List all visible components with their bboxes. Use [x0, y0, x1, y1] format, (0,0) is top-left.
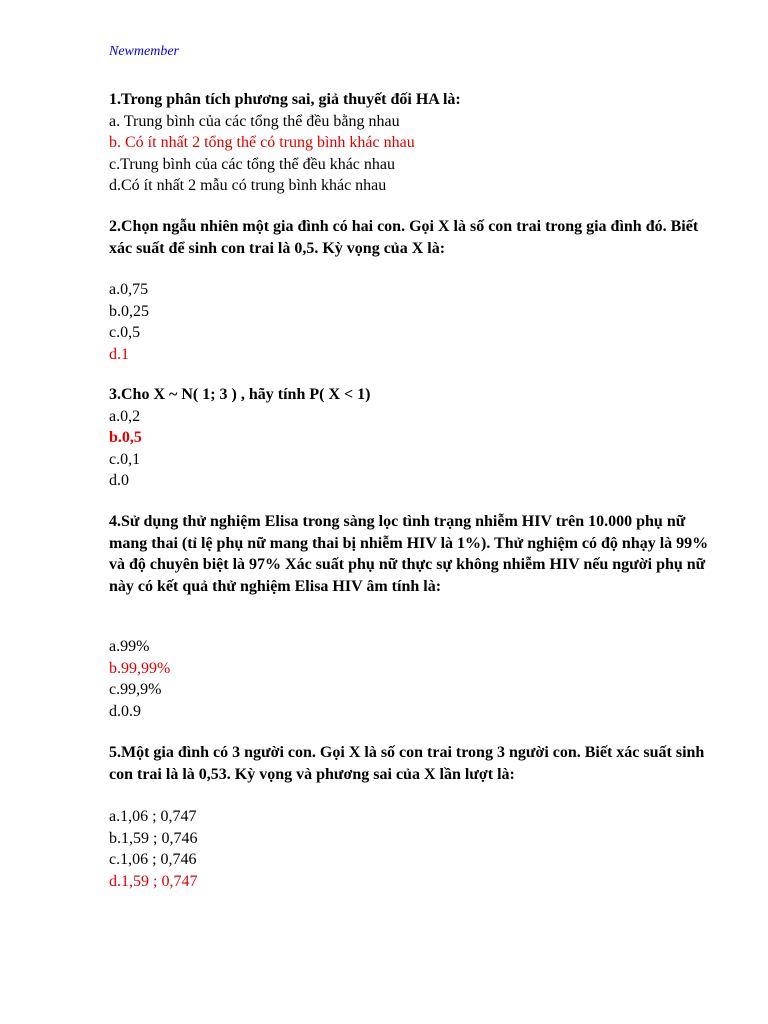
question-3-option-b: b.0,5 [109, 429, 142, 446]
question-5-option-a: a.1,06 ; 0,747 [109, 808, 197, 825]
question-1 [109, 89, 721, 197]
question-1-text: 1.Trong phân tích phương sai, giả thuyết đối HA là: [109, 91, 461, 108]
question-4-option-d: d.0.9 [109, 702, 141, 720]
question-2-options [109, 279, 721, 365]
question-2-option-c: c.0,5 [109, 324, 141, 341]
question-5-option-b: b.1,59 ; 0,746 [109, 829, 198, 847]
question-5 [109, 742, 721, 785]
question-2-option-a: a.0,75 [109, 281, 149, 298]
question-2 [109, 216, 721, 259]
question-4-options [109, 636, 721, 722]
question-3-option-d: d.0 [109, 472, 129, 489]
question-4-option-c: c.99,9% [109, 681, 162, 698]
question-2-option-d: d.1 [109, 345, 129, 363]
question-5-text: 5.Một gia đình có 3 người con. Gọi X là số con trai trong 3 người con. Biết xác suất sinh con trai là là 0,53. Kỳ vọng và phương sai của X lần lượt là: [109, 744, 705, 783]
question-3-text: 3.Cho X ~ N( 1; 3 ) , hãy tính P( X < 1) [109, 386, 371, 403]
question-4-option-b: b.99,99% [109, 659, 171, 677]
question-5-options [109, 806, 721, 892]
question-5-option-d: d.1,59 ; 0,747 [109, 872, 198, 890]
question-4-option-a: a.99% [109, 638, 150, 655]
question-4-text: 4.Sử dụng thử nghiệm Elisa trong sàng lọc tình trạng nhiễm HIV trên 10.000 phụ nữ mang thai (tỉ lệ phụ nữ mang thai bị nhiễm HIV là 1%). Thử nghiệm có độ nhạy là 99% và độ chuyên biệt là 97% Xác suất phụ nữ thực sự không nhiễm HIV nếu người phụ nữ này có kết quả thử nghiệm Elisa HIV âm tính là: [109, 513, 709, 595]
question-3-option-a: a.0,2 [109, 407, 141, 425]
question-2-text: 2.Chọn ngẫu nhiên một gia đình có hai con. Gọi X là số con trai trong gia đình đó. Biết xác suất để sinh con trai là 0,5. Kỳ vọng của X là: [109, 218, 699, 257]
question-3 [109, 384, 721, 492]
question-1-option-a: a. Trung bình của các tổng thể đều bằng nhau [109, 112, 400, 130]
question-2-option-b: b.0,25 [109, 302, 149, 320]
question-1-option-b: b. Có ít nhất 2 tổng thể có trung bình khác nhau [109, 134, 415, 151]
question-3-option-c: c.0,1 [109, 450, 141, 468]
question-1-option-c: c.Trung bình của các tổng thể đều khác nhau [109, 155, 395, 173]
author-link[interactable]: Newmember [109, 44, 179, 59]
question-5-option-c: c.1,06 ; 0,746 [109, 851, 197, 868]
question-1-option-d: d.Có ít nhất 2 mẫu có trung bình khác nhau [109, 177, 387, 194]
question-4 [109, 511, 721, 597]
